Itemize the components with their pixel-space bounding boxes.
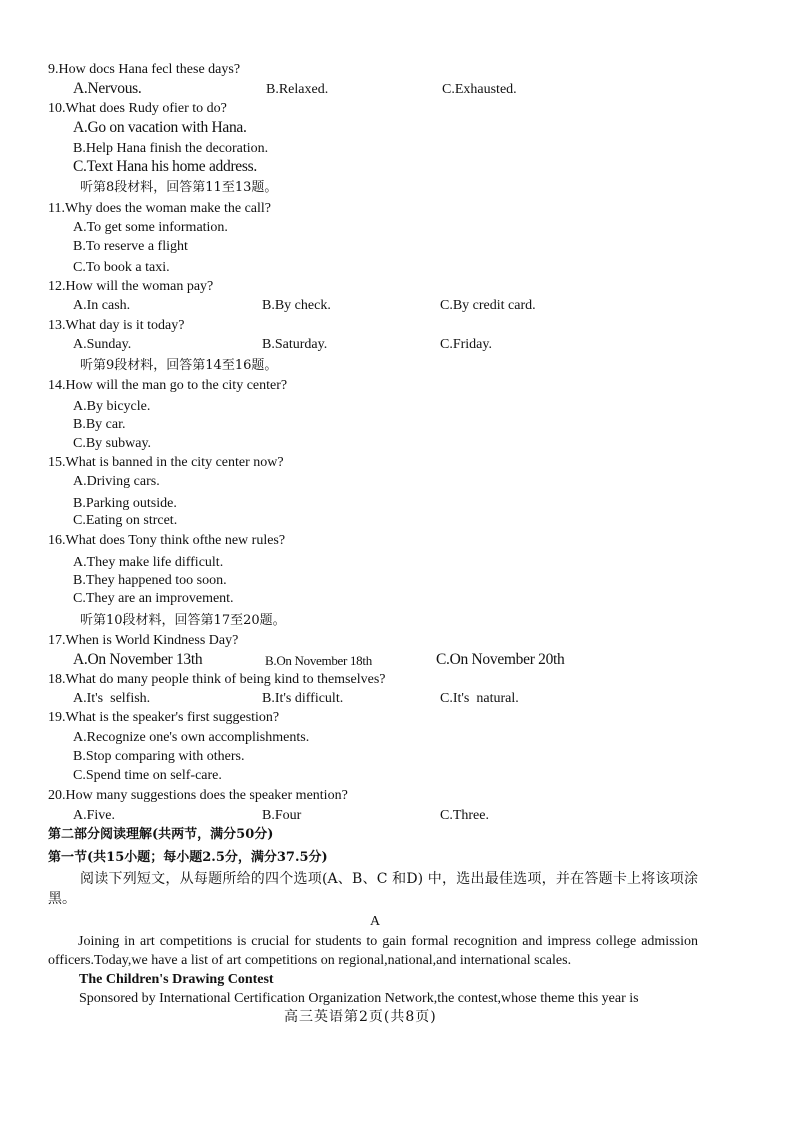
question-12: 12.How will the woman pay?	[48, 279, 214, 294]
option-16c: C.They are an improvement.	[73, 591, 234, 606]
option-20b: B.Four	[262, 808, 302, 823]
question-16: 16.What does Tony think ofthe new rules?	[48, 533, 286, 548]
section-8-instruction: 听第8段材料，回答第11至13题。	[80, 180, 278, 195]
passage-label: A	[370, 914, 381, 929]
option-14b: B.By car.	[73, 417, 126, 432]
option-17b: B.On November 18th	[265, 653, 372, 668]
section-9-instruction: 听第9段材料，回答第14至16题。	[80, 358, 278, 373]
passage-paragraph-1: Joining in art competitions is crucial for students to gain formal recognition and impress college admission officers.Today,we have a list of art competitions on regional,national,and international scales.	[48, 934, 698, 968]
option-13a: A.Sunday.	[73, 337, 132, 352]
option-12a: A.In cash.	[73, 298, 131, 313]
page-footer: 高三英语第2页(共8页)	[284, 1009, 437, 1025]
question-10: 10.What does Rudy ofier to do?	[48, 101, 227, 116]
question-9: 9.How docs Hana fecl these days?	[48, 62, 241, 77]
option-14c: C.By subway.	[73, 436, 152, 451]
question-15: 15.What is banned in the city center now?	[48, 455, 284, 470]
option-20c: C.Three.	[440, 808, 489, 823]
option-18c: C.It's natural.	[440, 691, 519, 706]
option-20a: A.Five.	[73, 808, 115, 823]
part2-title: 第二部分阅读理解(共两节，满分50分)	[48, 827, 274, 842]
option-19c: C.Spend time on self-care.	[73, 768, 222, 783]
option-10a: A.Go on vacation with Hana.	[73, 119, 247, 136]
question-19: 19.What is the speaker's first suggestion?	[48, 710, 280, 725]
option-11c: C.To book a taxi.	[73, 260, 170, 275]
option-17c: C.On November 20th	[436, 651, 565, 668]
option-12b: B.By check.	[262, 298, 331, 313]
option-19b: B.Stop comparing with others.	[73, 749, 245, 764]
option-10c: C.Text Hana his home address.	[73, 158, 257, 175]
option-13c: C.Friday.	[440, 337, 492, 352]
option-12c: C.By credit card.	[440, 298, 536, 313]
question-20: 20.How many suggestions does the speaker mention?	[48, 788, 348, 803]
option-9a: A.Nervous.	[73, 80, 142, 97]
option-11a: A.To get some information.	[73, 220, 228, 235]
option-16b: B.They happened too soon.	[73, 573, 227, 588]
option-9c: C.Exhausted.	[442, 82, 517, 97]
option-14a: A.By bicycle.	[73, 399, 151, 414]
option-18a: A.It's selfish.	[73, 691, 151, 706]
reading-instruction: 阅读下列短文，从每题所给的四个选项(A、B、C 和D) 中，选出最佳选项，并在答题卡上将该项涂黑。	[48, 871, 698, 907]
question-13: 13.What day is it today?	[48, 318, 185, 333]
option-10b: B.Help Hana finish the decoration.	[73, 141, 269, 156]
option-16a: A.They make life difficult.	[73, 555, 224, 570]
section-10-instruction: 听第10段材料，回答第17至20题。	[80, 613, 286, 628]
question-14: 14.How will the man go to the city center?	[48, 378, 288, 393]
question-17: 17.When is World Kindness Day?	[48, 633, 239, 648]
question-11: 11.Why does the woman make the call?	[48, 201, 272, 216]
contest-heading: The Children's Drawing Contest	[79, 972, 274, 987]
option-13b: B.Saturday.	[262, 337, 328, 352]
option-17a: A.On November 13th	[73, 651, 203, 668]
option-11b: B.To reserve a flight	[73, 239, 188, 254]
option-19a: A.Recognize one's own accomplishments.	[73, 730, 310, 745]
question-18: 18.What do many people think of being kind to themselves?	[48, 672, 386, 687]
option-9b: B.Relaxed.	[266, 82, 329, 97]
passage-paragraph-2: Sponsored by International Certification Organization Network,the contest,whose theme this year is	[79, 991, 639, 1006]
part2-section1-title: 第一节(共15小题；每小题2.5分，满分37.5分)	[48, 850, 328, 865]
option-15a: A.Driving cars.	[73, 474, 160, 489]
option-18b: B.It's difficult.	[262, 691, 344, 706]
option-15b: B.Parking outside.	[73, 496, 177, 511]
option-15c: C.Eating on strcet.	[73, 513, 178, 528]
